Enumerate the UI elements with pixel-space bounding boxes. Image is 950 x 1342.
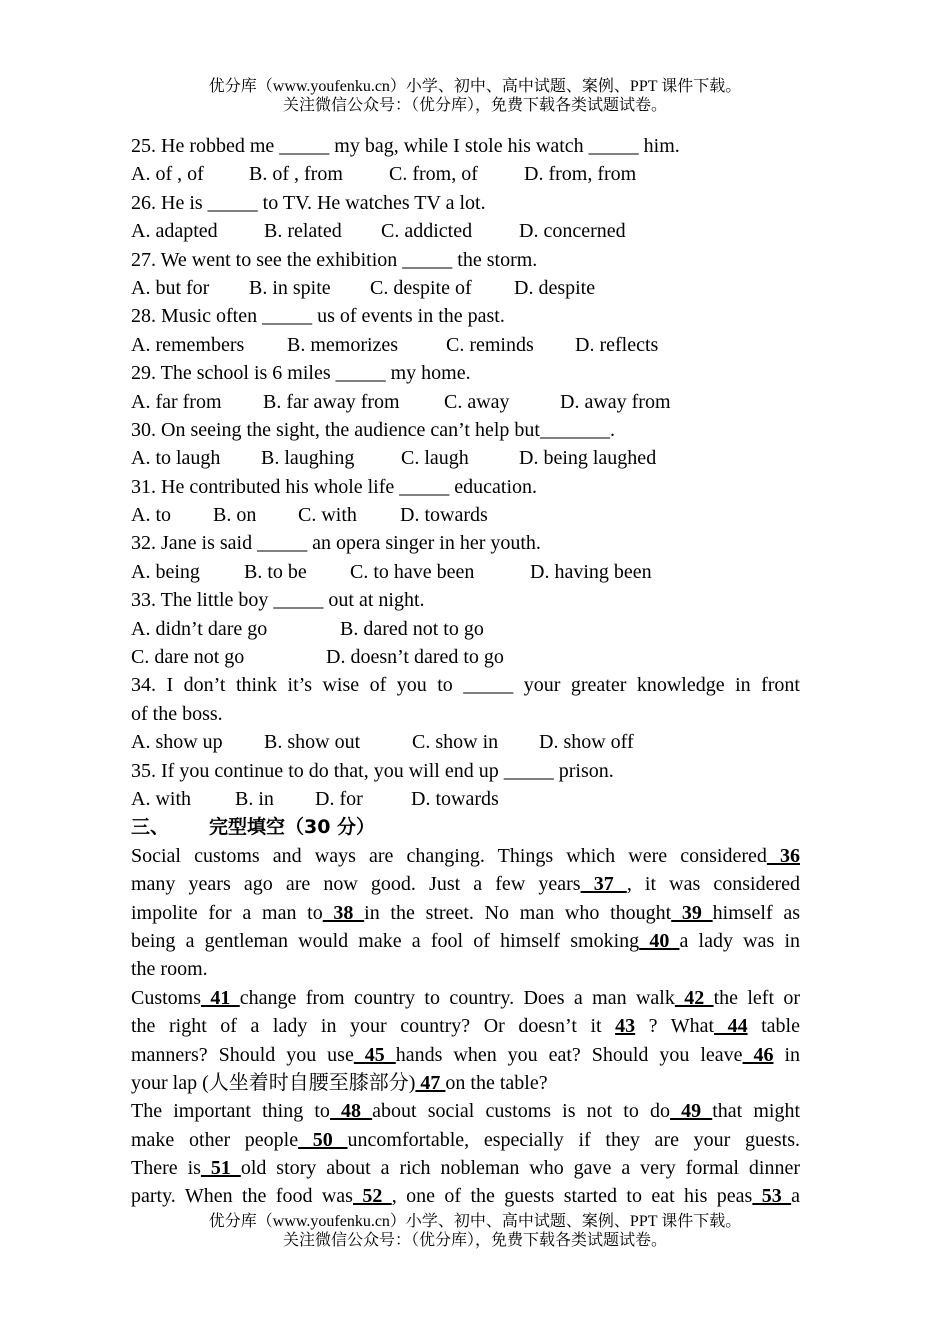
header-line-2: 关注微信公众号：（优分库），免费下载各类试题试卷。 (282, 97, 667, 114)
option: D. reflects (575, 333, 659, 356)
option: D. having been (530, 560, 652, 583)
blank-number: 52 (352, 1185, 392, 1208)
option: A. of , of (131, 163, 204, 186)
blank-number: 40 (639, 929, 680, 952)
option: D. being laughed (519, 447, 657, 470)
options-row (131, 785, 800, 813)
option: B. to be (244, 560, 307, 583)
option: C. addicted (381, 220, 473, 243)
option: D. towards (411, 787, 499, 810)
options-row (131, 643, 800, 671)
passage-line (131, 842, 800, 870)
passage-line (131, 1041, 800, 1069)
option: C. away (444, 390, 510, 413)
blank-number: 38 (322, 901, 365, 924)
passage-line (131, 1182, 800, 1210)
passage-line (131, 1097, 800, 1125)
option: D. away from (560, 390, 671, 413)
option: D. despite (514, 276, 596, 299)
blank-number: 48 (329, 1100, 373, 1123)
passage-text: There is (131, 1157, 201, 1180)
passage-text: party. When the food was (131, 1185, 353, 1208)
options-row (131, 217, 800, 245)
option: C. from, of (389, 163, 478, 186)
question-stem: 32. Jane is said _____ an opera singer in her youth. (131, 532, 541, 555)
cloze-passage (131, 842, 800, 1211)
passage-text: ? What (635, 1015, 715, 1038)
option: C. dare not go (131, 646, 245, 669)
passage-text: that might (712, 1100, 801, 1123)
passage-line (131, 1126, 800, 1154)
passage-line (131, 1012, 800, 1040)
options-row (131, 331, 800, 359)
blank-number: 37 (580, 873, 627, 896)
passage-text: himself as (712, 901, 801, 924)
passage-text: on the table? (445, 1071, 548, 1094)
option: B. far away from (263, 390, 400, 413)
blank-number: 36 (766, 844, 801, 867)
option: B. in spite (249, 276, 331, 299)
option: D. doesn’t dared to go (326, 646, 504, 669)
option: A. remembers (131, 333, 245, 356)
option: B. in (235, 787, 274, 810)
option: A. but for (131, 276, 210, 299)
passage-text: The important thing to (131, 1100, 330, 1123)
passage-text: manners? Should you use (131, 1043, 354, 1066)
page-footer (0, 1212, 950, 1250)
option: D. towards (400, 504, 488, 527)
passage-text: being a gentleman would make a fool of himself smoking (131, 929, 640, 952)
blank-number: 44 (714, 1015, 748, 1038)
passage-text: a lady was in (679, 929, 800, 952)
question-list (131, 132, 800, 813)
question-stem: 29. The school is 6 miles _____ my home. (131, 362, 471, 385)
option: B. on (213, 504, 257, 527)
passage-text: in (773, 1043, 801, 1066)
question-stem-continued: of the boss. (131, 702, 223, 725)
section-title: 完型填空（30 分） (209, 816, 376, 839)
blank-number: 42 (674, 986, 714, 1009)
blank-number: 39 (671, 901, 713, 924)
option: A. to (131, 504, 171, 527)
passage-line (131, 984, 800, 1012)
option: C. with (298, 504, 357, 527)
question-stem: 25. He robbed me _____ my bag, while I stole his watch _____ him. (131, 135, 680, 157)
exam-content (131, 132, 800, 1211)
blank-number: 49 (669, 1100, 713, 1123)
passage-text: the room. (131, 958, 208, 981)
passage-text: Customs (131, 986, 202, 1009)
option: D. show off (539, 731, 634, 754)
option: A. to laugh (131, 447, 221, 470)
blank-number: 43 (615, 1015, 636, 1038)
options-row (131, 501, 800, 529)
page-header (0, 77, 950, 115)
option: A. didn’t dare go (131, 617, 268, 640)
question-stem: 35. If you continue to do that, you will end up _____ prison. (131, 759, 614, 782)
option: B. dared not to go (340, 617, 484, 640)
section-number: 三、 (131, 816, 170, 839)
passage-text: uncomfortable, especially if they are your guests. (347, 1128, 801, 1151)
passage-line (131, 927, 800, 955)
blank-number: 41 (201, 986, 240, 1009)
blank-number: 45 (353, 1043, 396, 1066)
question-stem: 33. The little boy _____ out at night. (131, 589, 425, 612)
passage-line (131, 899, 800, 927)
question-stem: 30. On seeing the sight, the audience can’t help but_______. (131, 418, 615, 441)
option: C. reminds (446, 333, 534, 356)
question-stem: 26. He is _____ to TV. He watches TV a lot. (131, 191, 486, 214)
header-line-1: 优分库（www.youfenku.cn）小学、初中、高中试题、案例、PPT 课件下载。 (208, 78, 742, 95)
passage-text: , one of the guests started to eat his peas (391, 1185, 753, 1208)
options-row (131, 388, 800, 416)
passage-text: , it was considered (626, 873, 801, 896)
section-heading (131, 813, 800, 841)
passage-text: make other people (131, 1128, 299, 1151)
passage-text: many years ago are now good. Just a few years (131, 873, 581, 896)
option: B. laughing (261, 447, 355, 470)
passage-line (131, 870, 800, 898)
option: D. from, from (524, 163, 637, 186)
blank-number: 47 (415, 1071, 446, 1094)
question-stem: 31. He contributed his whole life _____ education. (131, 475, 538, 498)
options-row (131, 444, 800, 472)
passage-text: hands when you eat? Should you leave (395, 1043, 743, 1066)
passage-text: the left or (713, 986, 801, 1009)
option: A. adapted (131, 220, 218, 243)
passage-text: about social customs is not to do (372, 1100, 670, 1123)
question-stem: 27. We went to see the exhibition _____ the storm. (131, 248, 538, 271)
passage-text: in the street. No man who thought (364, 901, 672, 924)
option: B. related (264, 220, 342, 243)
option: B. show out (264, 731, 361, 754)
footer-line-2: 关注微信公众号：（优分库），免费下载各类试题试卷。 (282, 1232, 667, 1249)
passage-line (131, 1069, 800, 1097)
options-row (131, 728, 800, 756)
passage-text: change from country to country. Does a man walk (239, 986, 675, 1009)
question-stem: 34. I don’t think it’s wise of you to _____ your greater knowledge in front (131, 674, 800, 697)
passage-text: Social customs and ways are changing. Things which were considered (131, 844, 767, 867)
passage-line (131, 955, 800, 983)
option: C. despite of (370, 276, 472, 299)
passage-text: the right of a lady in your country? Or doesn’t it (131, 1015, 616, 1038)
blank-number: 51 (200, 1157, 241, 1180)
blank-number: 53 (752, 1185, 792, 1208)
option: C. show in (412, 731, 499, 754)
question-stem: 28. Music often _____ us of events in the past. (131, 305, 505, 328)
option: A. being (131, 560, 200, 583)
passage-text: old story about a rich nobleman who gave a very formal dinner (240, 1157, 801, 1180)
option: A. far from (131, 390, 222, 413)
passage-text: your lap (人坐着时自腰至膝部分) (131, 1071, 416, 1094)
option: A. with (131, 787, 191, 810)
passage-text: impolite for a man to (131, 901, 323, 924)
options-row (131, 558, 800, 586)
option: A. show up (131, 731, 223, 754)
option: C. laugh (401, 447, 469, 470)
blank-number: 46 (742, 1043, 774, 1066)
passage-text: table (747, 1015, 800, 1038)
passage-line (131, 1154, 800, 1182)
options-row (131, 274, 800, 302)
option: D. concerned (519, 220, 626, 243)
option: C. to have been (350, 560, 475, 583)
options-row (131, 615, 800, 643)
footer-line-1: 优分库（www.youfenku.cn）小学、初中、高中试题、案例、PPT 课件下载。 (208, 1213, 742, 1230)
option: B. memorizes (287, 333, 399, 356)
passage-text: a (791, 1185, 801, 1208)
blank-number: 50 (298, 1128, 348, 1151)
option: B. of , from (249, 163, 343, 186)
options-row (131, 160, 800, 188)
option: D. for (315, 787, 363, 810)
